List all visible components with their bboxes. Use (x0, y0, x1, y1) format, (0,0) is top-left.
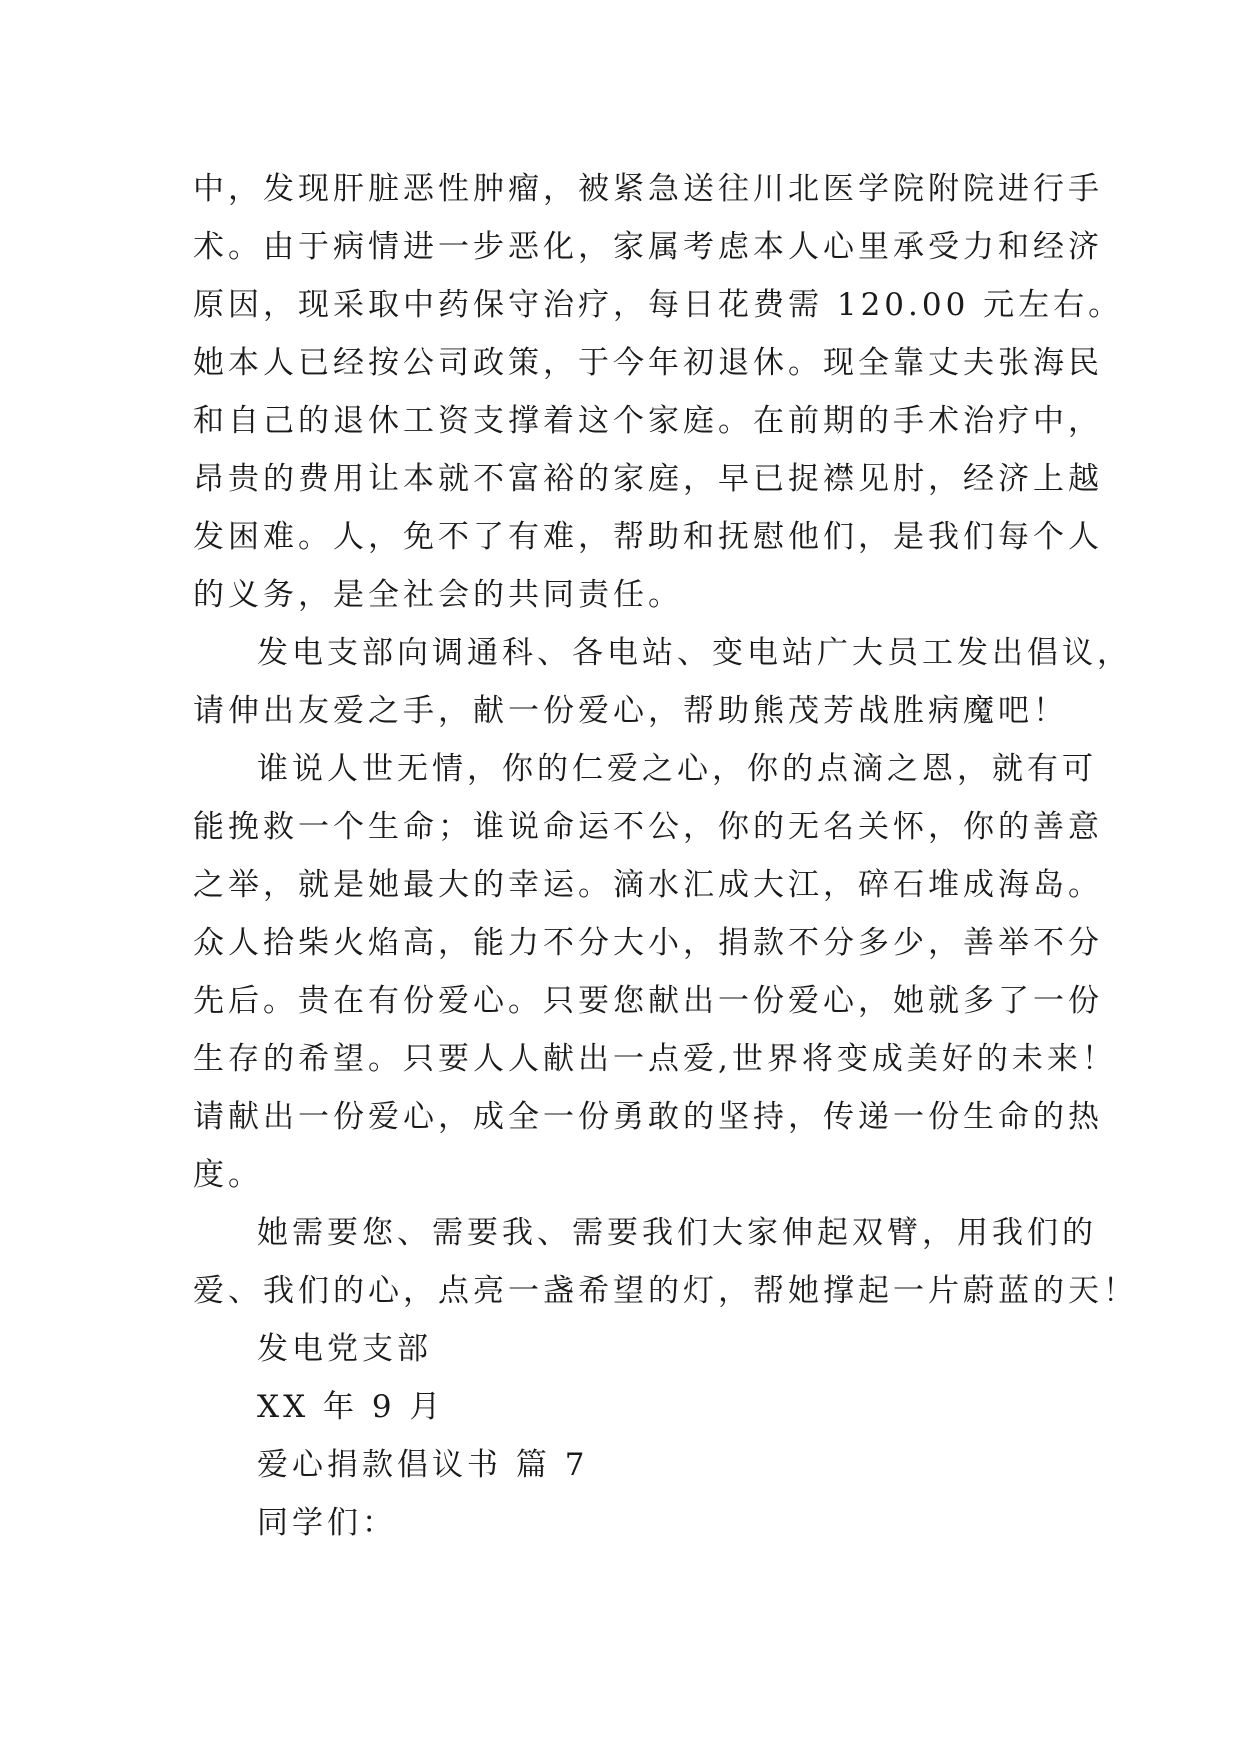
text-line: 她本人已经按公司政策，于今年初退休。现全靠丈夫张海民 (193, 345, 1103, 381)
text-line: 爱、我们的心，点亮一盏希望的灯，帮她撑起一片蔚蓝的天！ (193, 1273, 1138, 1309)
text-line: 先后。贵在有份爱心。只要您献出一份爱心，她就多了一份 (193, 983, 1103, 1019)
signature-date: XX 年 9 月 (257, 1389, 445, 1425)
document-body (193, 160, 1138, 1552)
text-line: 生存的希望。只要人人献出一点爱,世界将变成美好的未来！ (193, 1041, 1117, 1077)
text-line: 发困难。人，免不了有难，帮助和抚慰他们，是我们每个人 (193, 519, 1103, 555)
text-line: 发电支部向调通科、各电站、变电站广大员工发出倡议， (257, 635, 1132, 671)
paragraph-4 (193, 1204, 1138, 1320)
text-line: 中，发现肝脏恶性肿瘤，被紧急送往川北医学院附院进行手 (193, 171, 1103, 207)
paragraph-3 (193, 740, 1117, 1204)
paragraph-1 (193, 160, 1124, 624)
text-line: 度。 (193, 1157, 263, 1193)
text-line: 的义务，是全社会的共同责任。 (193, 577, 683, 613)
next-section (193, 1436, 1053, 1552)
text-line: 之举，就是她最大的幸运。滴水汇成大江，碎石堆成海岛。 (193, 867, 1103, 903)
section-title: 爱心捐款倡议书 篇 7 (257, 1447, 589, 1483)
text-line: 请献出一份爱心，成全一份勇敢的坚持，传递一份生命的热 (193, 1099, 1103, 1135)
signature-block (193, 1320, 1053, 1436)
text-line: 她需要您、需要我、需要我们大家伸起双臂，用我们的 (257, 1215, 1097, 1251)
text-line: 谁说人世无情，你的仁爱之心，你的点滴之恩，就有可 (257, 751, 1097, 787)
signature-org: 发电党支部 (257, 1331, 432, 1367)
text-line: 和自己的退休工资支撑着这个家庭。在前期的手术治疗中， (193, 403, 1103, 439)
text-line: 原因，现采取中药保守治疗，每日花费需 120.00 元左右。 (193, 287, 1124, 323)
salutation: 同学们： (257, 1505, 397, 1541)
paragraph-2 (193, 624, 1132, 740)
text-line: 众人拾柴火焰高，能力不分大小，捐款不分多少，善举不分 (193, 925, 1103, 961)
text-line: 能挽救一个生命；谁说命运不公，你的无名关怀，你的善意 (193, 809, 1103, 845)
text-line: 术。由于病情进一步恶化，家属考虑本人心里承受力和经济 (193, 229, 1103, 265)
text-line: 请伸出友爱之手，献一份爱心，帮助熊茂芳战胜病魔吧！ (193, 693, 1068, 729)
text-line: 昂贵的费用让本就不富裕的家庭，早已捉襟见肘，经济上越 (193, 461, 1103, 497)
